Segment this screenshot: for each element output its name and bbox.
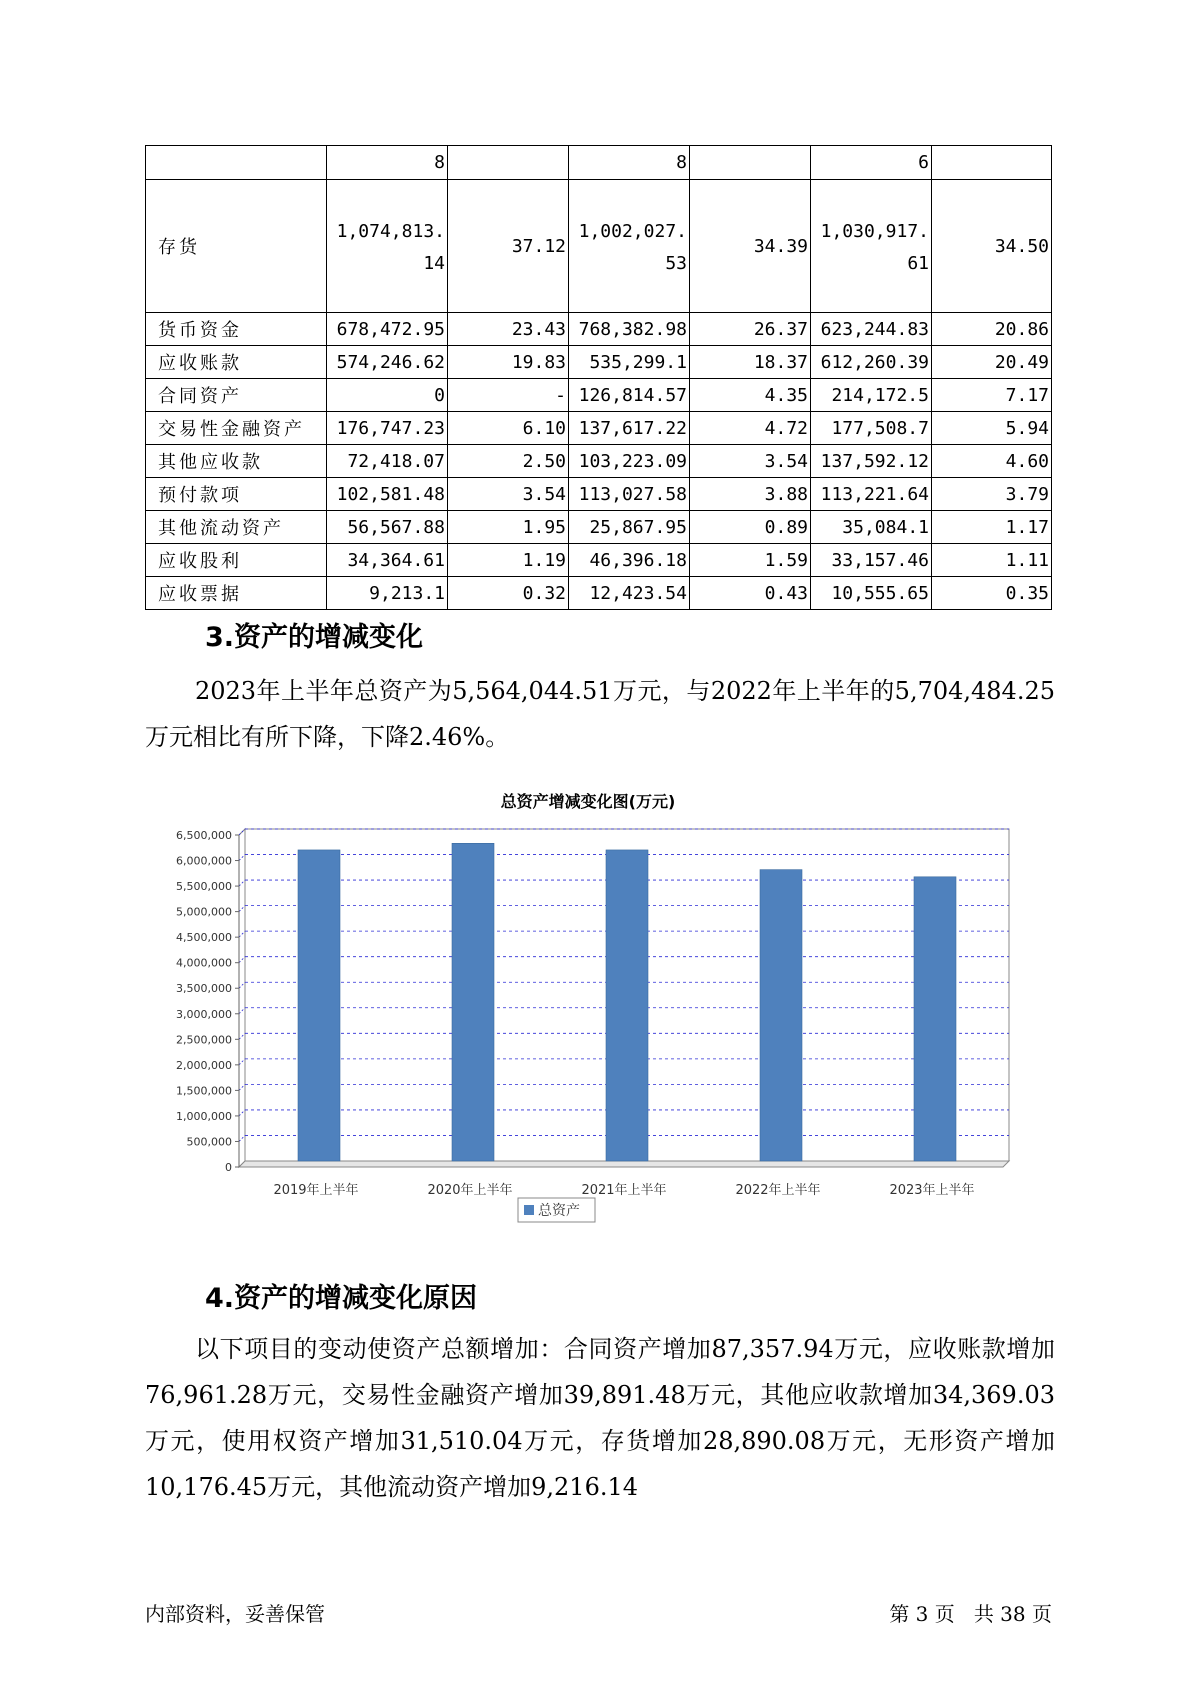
table-cell: 678,472.95 [327, 313, 448, 346]
table-cell: 102,581.48 [327, 478, 448, 511]
chart-y-tick-label: 4,000,000 [176, 956, 232, 970]
table-row [146, 478, 1052, 511]
table-cell: 25,867.95 [569, 511, 690, 544]
table-row-label: 应收票据 [146, 577, 327, 610]
table-cell: 12,423.54 [569, 577, 690, 610]
chart-x-tick-label: 2022年上半年 [735, 1183, 821, 1198]
table-cell: 0.43 [690, 577, 811, 610]
table-cell: 4.72 [690, 412, 811, 445]
table-cell: 137,617.22 [569, 412, 690, 445]
table-row [146, 412, 1052, 445]
table-cell: 612,260.39 [811, 346, 932, 379]
table-cell: 4.60 [932, 445, 1052, 478]
chart-bar [914, 877, 956, 1161]
table-row [146, 511, 1052, 544]
section-3-heading: 3.资产的增减变化 [205, 622, 424, 653]
table-cell: 1,030,917.61 [811, 180, 932, 313]
table-cell: 26.37 [690, 313, 811, 346]
table-cell: 768,382.98 [569, 313, 690, 346]
table-cell: 113,221.64 [811, 478, 932, 511]
table-cell: 113,027.58 [569, 478, 690, 511]
chart-legend-swatch [524, 1205, 534, 1215]
table-cell: 33,157.46 [811, 544, 932, 577]
table-cell: 8 [569, 146, 690, 180]
table-cell: 177,508.7 [811, 412, 932, 445]
table-cell: 3.54 [448, 478, 569, 511]
chart-title: 总资产增减变化图(万元) [500, 792, 676, 811]
table-row-label: 其他流动资产 [146, 511, 327, 544]
table-cell: 4.35 [690, 379, 811, 412]
table-row-label: 合同资产 [146, 379, 327, 412]
chart-x-tick-label: 2021年上半年 [581, 1183, 667, 1198]
table-cell: 37.12 [448, 180, 569, 313]
table-row-label [146, 146, 327, 180]
chart-bar [760, 870, 802, 1161]
section-4-paragraph: 以下项目的变动使资产总额增加：合同资产增加87,357.94万元，应收账款增加76,961.28万元，交易性金融资产增加39,891.48万元，其他应收款增加34,369.03万元，使用权资产增加31,510.04万元，存货增加28,890.08万元，无形资产增加10,176.45万元，其他流动资产增加9,216.14 [145, 1335, 1055, 1501]
chart-y-tick-label: 0 [225, 1161, 232, 1174]
chart-y-tick-label: 1,500,000 [176, 1084, 232, 1098]
table-cell: 574,246.62 [327, 346, 448, 379]
table-row [146, 146, 1052, 180]
chart-y-tick-label: 3,000,000 [176, 1007, 232, 1021]
chart-y-tick-label: 6,500,000 [176, 829, 232, 842]
table-cell: 103,223.09 [569, 445, 690, 478]
table-row-label: 货币资金 [146, 313, 327, 346]
table-cell: 9,213.1 [327, 577, 448, 610]
chart-side-wall [239, 829, 245, 1167]
chart-y-tick-label: 3,500,000 [176, 982, 232, 996]
footer-page-number: 第 3 页 共 38 页 [889, 1602, 1052, 1626]
table-cell: 1,002,027.53 [569, 180, 690, 313]
table-cell [932, 146, 1052, 180]
chart-y-tick-label: 2,500,000 [176, 1033, 232, 1047]
table-cell: 10,555.65 [811, 577, 932, 610]
table-row-label: 存货 [146, 180, 327, 313]
table-row [146, 346, 1052, 379]
table-row [146, 445, 1052, 478]
chart-y-tick-label: 500,000 [186, 1135, 232, 1149]
table-cell: 46,396.18 [569, 544, 690, 577]
chart-bar [298, 850, 340, 1161]
table-cell: 1.17 [932, 511, 1052, 544]
table-cell: 535,299.1 [569, 346, 690, 379]
table-cell: 623,244.83 [811, 313, 932, 346]
section-4-heading: 4.资产的增减变化原因 [205, 1283, 478, 1314]
table-cell: 19.83 [448, 346, 569, 379]
chart-y-tick-label: 5,500,000 [176, 880, 232, 894]
table-row-label: 应收账款 [146, 346, 327, 379]
table-row-label: 其他应收款 [146, 445, 327, 478]
table-cell: 1,074,813.14 [327, 180, 448, 313]
chart-y-tick-label: 6,000,000 [176, 854, 232, 868]
table-row [146, 180, 1052, 313]
table-row [146, 313, 1052, 346]
table-cell: 7.17 [932, 379, 1052, 412]
table-cell [448, 146, 569, 180]
asset-table [145, 145, 1052, 610]
chart-x-tick-label: 2023年上半年 [889, 1183, 975, 1198]
table-row-label: 预付款项 [146, 478, 327, 511]
table-cell: 20.49 [932, 346, 1052, 379]
table-cell: 126,814.57 [569, 379, 690, 412]
table-cell: 5.94 [932, 412, 1052, 445]
table-cell: 2.50 [448, 445, 569, 478]
table-row [146, 544, 1052, 577]
table-row-label: 应收股利 [146, 544, 327, 577]
table-cell: 3.54 [690, 445, 811, 478]
chart-legend-label: 总资产 [538, 1203, 580, 1219]
table-row [146, 379, 1052, 412]
table-cell: - [448, 379, 569, 412]
table-cell: 34,364.61 [327, 544, 448, 577]
table-cell: 56,567.88 [327, 511, 448, 544]
table-cell: 0.32 [448, 577, 569, 610]
table-cell: 0 [327, 379, 448, 412]
table-cell: 6.10 [448, 412, 569, 445]
table-cell: 20.86 [932, 313, 1052, 346]
chart-floor [239, 1161, 1009, 1167]
table-cell [690, 146, 811, 180]
section-3-paragraph: 2023年上半年总资产为5,564,044.51万元，与2022年上半年的5,704,484.25万元相比有所下降，下降2.46%。 [145, 677, 1055, 751]
chart-y-tick-label: 2,000,000 [176, 1058, 232, 1072]
table-cell: 35,084.1 [811, 511, 932, 544]
footer-confidential: 内部资料，妥善保管 [145, 1602, 325, 1626]
table-cell: 34.50 [932, 180, 1052, 313]
chart-bar [452, 843, 494, 1161]
chart-x-tick-label: 2019年上半年 [273, 1183, 359, 1198]
table-cell: 23.43 [448, 313, 569, 346]
table-cell: 6 [811, 146, 932, 180]
table-cell: 1.59 [690, 544, 811, 577]
table-cell: 137,592.12 [811, 445, 932, 478]
table-cell: 1.11 [932, 544, 1052, 577]
table-cell: 214,172.5 [811, 379, 932, 412]
chart-y-tick-label: 1,000,000 [176, 1109, 232, 1123]
table-cell: 3.79 [932, 478, 1052, 511]
table-cell: 1.19 [448, 544, 569, 577]
table-cell: 1.95 [448, 511, 569, 544]
table-cell: 18.37 [690, 346, 811, 379]
table-cell: 3.88 [690, 478, 811, 511]
table-cell: 0.89 [690, 511, 811, 544]
table-cell: 72,418.07 [327, 445, 448, 478]
chart-bar [606, 850, 648, 1161]
table-row-label: 交易性金融资产 [146, 412, 327, 445]
total-assets-chart [148, 788, 1028, 1238]
chart-y-tick-label: 4,500,000 [176, 931, 232, 945]
table-cell: 34.39 [690, 180, 811, 313]
chart-x-tick-label: 2020年上半年 [427, 1183, 513, 1198]
table-body [146, 146, 1052, 610]
table-cell: 176,747.23 [327, 412, 448, 445]
table-cell: 8 [327, 146, 448, 180]
table-cell: 0.35 [932, 577, 1052, 610]
table-row [146, 577, 1052, 610]
chart-y-tick-label: 5,000,000 [176, 905, 232, 919]
